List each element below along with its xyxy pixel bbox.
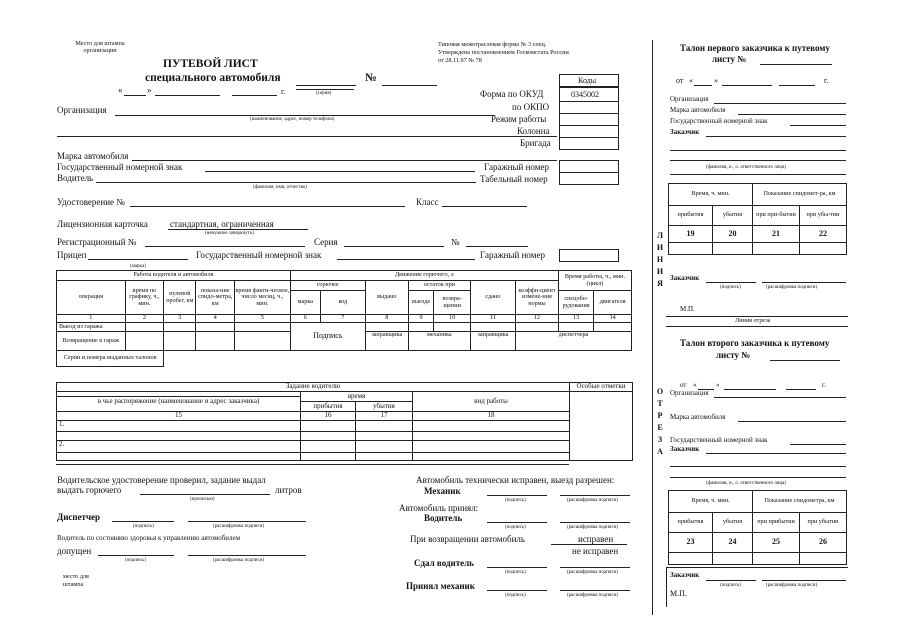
column-numbers-row: 1 2 3 4 5 6 7 8 9 10 11 12 13 14 (57, 315, 632, 323)
ok-option[interactable]: исправен (578, 534, 614, 544)
dispatcher-label: Диспетчер (57, 512, 101, 522)
car-brand-line[interactable] (132, 160, 557, 161)
organization-label: Организация (57, 105, 107, 115)
certificate-label: Удостоверение № (57, 197, 125, 207)
stamp-place-bottom: место для штампа (63, 573, 89, 589)
special-marks-cell[interactable] (570, 392, 633, 461)
tab-no-cell[interactable] (559, 172, 619, 185)
health-text: Водитель по состоянию здоровья к управлению автомобилем (57, 534, 241, 542)
trailer-garage-cell[interactable] (559, 249, 619, 262)
accepted-mechanic-label: Принял механик (406, 581, 475, 591)
table-row: 1. (57, 421, 633, 441)
series-hint: (серия) (316, 91, 332, 96)
handed-driver-label: Сдал водитель (414, 558, 474, 568)
dispatcher-sign-line[interactable] (112, 521, 174, 522)
organization-line[interactable] (115, 115, 495, 116)
signature-label: Подпись (290, 323, 365, 351)
date-year-line[interactable] (232, 95, 277, 96)
cut-line-label: Линия отреза (735, 317, 771, 324)
okud-code-cell[interactable]: 0345002 (559, 87, 619, 102)
car-ok-text: Автомобиль технически исправен, выезд разрешен: (416, 475, 615, 485)
date-month-line[interactable] (155, 95, 220, 96)
state-plate-line[interactable] (205, 171, 475, 172)
medic-decode-line[interactable] (188, 555, 306, 556)
mechanic-decode-line[interactable] (560, 495, 630, 496)
accepted-decode-line[interactable] (560, 590, 630, 591)
mechanic-sign-line[interactable] (487, 495, 547, 496)
stub2-title: Талон второго заказчика к путевому (680, 338, 830, 348)
table-row: Возвращение в гараж заправщика механика заправщика диспетчера (57, 332, 632, 351)
reg-no-label: Регистрационный № (57, 237, 137, 247)
form-subtitle: специального автомобиля (145, 72, 281, 84)
stamp-place-label: Место для штампа организации (75, 40, 125, 55)
fuel-give-label: выдать горючего (57, 485, 122, 495)
mechanic-label: Механик (424, 486, 461, 496)
tab-no-label: Табельный номер (480, 174, 548, 184)
class-label: Класс (416, 197, 439, 207)
form-number-line[interactable] (382, 85, 437, 86)
stub1-number-line[interactable] (760, 64, 832, 65)
trailer-line[interactable] (88, 259, 188, 260)
special-marks-label: Особые отметки (570, 383, 633, 392)
row-exit-label: Выезд из гаража (57, 323, 126, 332)
driver-label: Водитель (57, 173, 94, 183)
check-text: Водительское удостоверение проверил, задание выдал (57, 475, 266, 485)
table-row (57, 351, 632, 367)
dispatcher-decode-line[interactable] (188, 521, 306, 522)
form-number-sign: № (365, 72, 377, 84)
stub2-number-line[interactable] (770, 360, 840, 361)
stub1-time-table: Время, ч. мин. Показание спидомет-ра, км прибытия убытия при при-бытии при убы-тии 19 20 21 22 (668, 183, 847, 255)
group-work-time: Время работы, ч., мин. (цикл) (558, 271, 631, 291)
form-title: ПУТЕВОЙ ЛИСТ (163, 58, 258, 70)
stub2-time-table: Время, ч. мин. Показание спидометра, км прибытия убытия при прибытии при убытии 23 24 25 26 (668, 490, 847, 565)
driver-sign-line[interactable] (487, 522, 547, 523)
work-mode-label: Режим работы (491, 114, 547, 124)
driver-decode-line[interactable] (560, 522, 630, 523)
okud-label: Форма по ОКУД (480, 89, 544, 99)
table-row: 2. (57, 441, 633, 461)
license-value: стандартная, ограниченная (170, 219, 274, 229)
driver-sign-label: Водитель (424, 513, 463, 523)
trailer-plate-label: Государственный номерной знак (196, 250, 322, 260)
car-accepted-text: Автомобиль принял: (399, 503, 479, 513)
work-fuel-table: Работа водителя и автомобиля Движение горючего, л Время работы, ч., мин. (цикл) операция время по графику, ч., мин. нулевой пробег, км показа-ние спидо-метра, км время факти-ческое, число месяц, ч., мин. горючее выдано остаток при сдано коэффи-циент измене-ния нормы марка код выезде возвра-щении спецобо-рудования двигателя 1 2 3 4 5 6 7 8 9 10 11 12 13 14 Выезд из гаража Подпись Возвращение в гараж заправщика механика заправщика диспетчера Серии и номера выданных талонов (56, 270, 632, 367)
column-label: Колонна (517, 126, 550, 136)
trailer-garage-label: Гаражный номер (480, 250, 545, 260)
group-driver-work: Работа водителя и автомобиля (57, 271, 291, 281)
car-brand-label: Марка автомобиля (57, 151, 129, 161)
stub1-customer-label: Заказчик (670, 128, 700, 136)
on-return-text: При возвращении автомобиль (410, 534, 526, 544)
handed-sign-line[interactable] (487, 567, 547, 568)
cut-line (652, 40, 653, 615)
task-title: Задание водителю (57, 383, 570, 392)
row-series-label: Серии и номера выданных талонов (57, 351, 164, 367)
stub2-customer-label: Заказчик (670, 445, 700, 453)
driver-line[interactable] (96, 182, 476, 183)
reg-number-line[interactable] (466, 246, 528, 247)
row-return-label: Возвращение в гараж (57, 332, 126, 351)
brigade-label: Бригада (520, 138, 551, 148)
trailer-plate-line[interactable] (337, 259, 475, 260)
trailer-label: Прицеп (57, 250, 87, 260)
garage-no-label: Гаражный номер (484, 162, 549, 172)
driver-task-table: Задание водителю Особые отметки в чье распоряжение (наименование и адрес заказчика) время вид работы прибытия убытия 15 16 17 18 1. 2. (56, 382, 633, 461)
medic-sign-line[interactable] (98, 555, 174, 556)
not-ok-option[interactable]: не исправен (572, 546, 619, 556)
handed-decode-line[interactable] (560, 567, 630, 568)
group-fuel-movement: Движение горючего, л (290, 271, 558, 281)
okpo-label: по ОКПО (512, 102, 550, 112)
series-label: Серия (314, 237, 338, 247)
brigade-cell[interactable] (559, 137, 619, 150)
codes-header: Коды (559, 74, 619, 87)
certificate-line[interactable] (130, 206, 405, 207)
series-line[interactable] (344, 246, 444, 247)
stub1-title: Талон первого заказчика к путевому (680, 43, 830, 53)
table-row (57, 323, 632, 332)
license-card-label: Лицензионная карточка (57, 219, 148, 229)
fuel-amount-line[interactable] (140, 494, 270, 495)
state-plate-label: Государственный номерной знак (57, 162, 183, 172)
admitted-label: допущен (57, 546, 92, 556)
accepted-sign-line[interactable] (487, 590, 547, 591)
class-line[interactable] (442, 206, 527, 207)
reg-no-line[interactable] (145, 246, 305, 247)
form-approval-info: Типовая межотраслевая форма № 3 спец. Утверждена постановлением Госкомстата России от 28.11.97 № 78 (438, 41, 569, 64)
date-day-line[interactable] (124, 95, 146, 96)
